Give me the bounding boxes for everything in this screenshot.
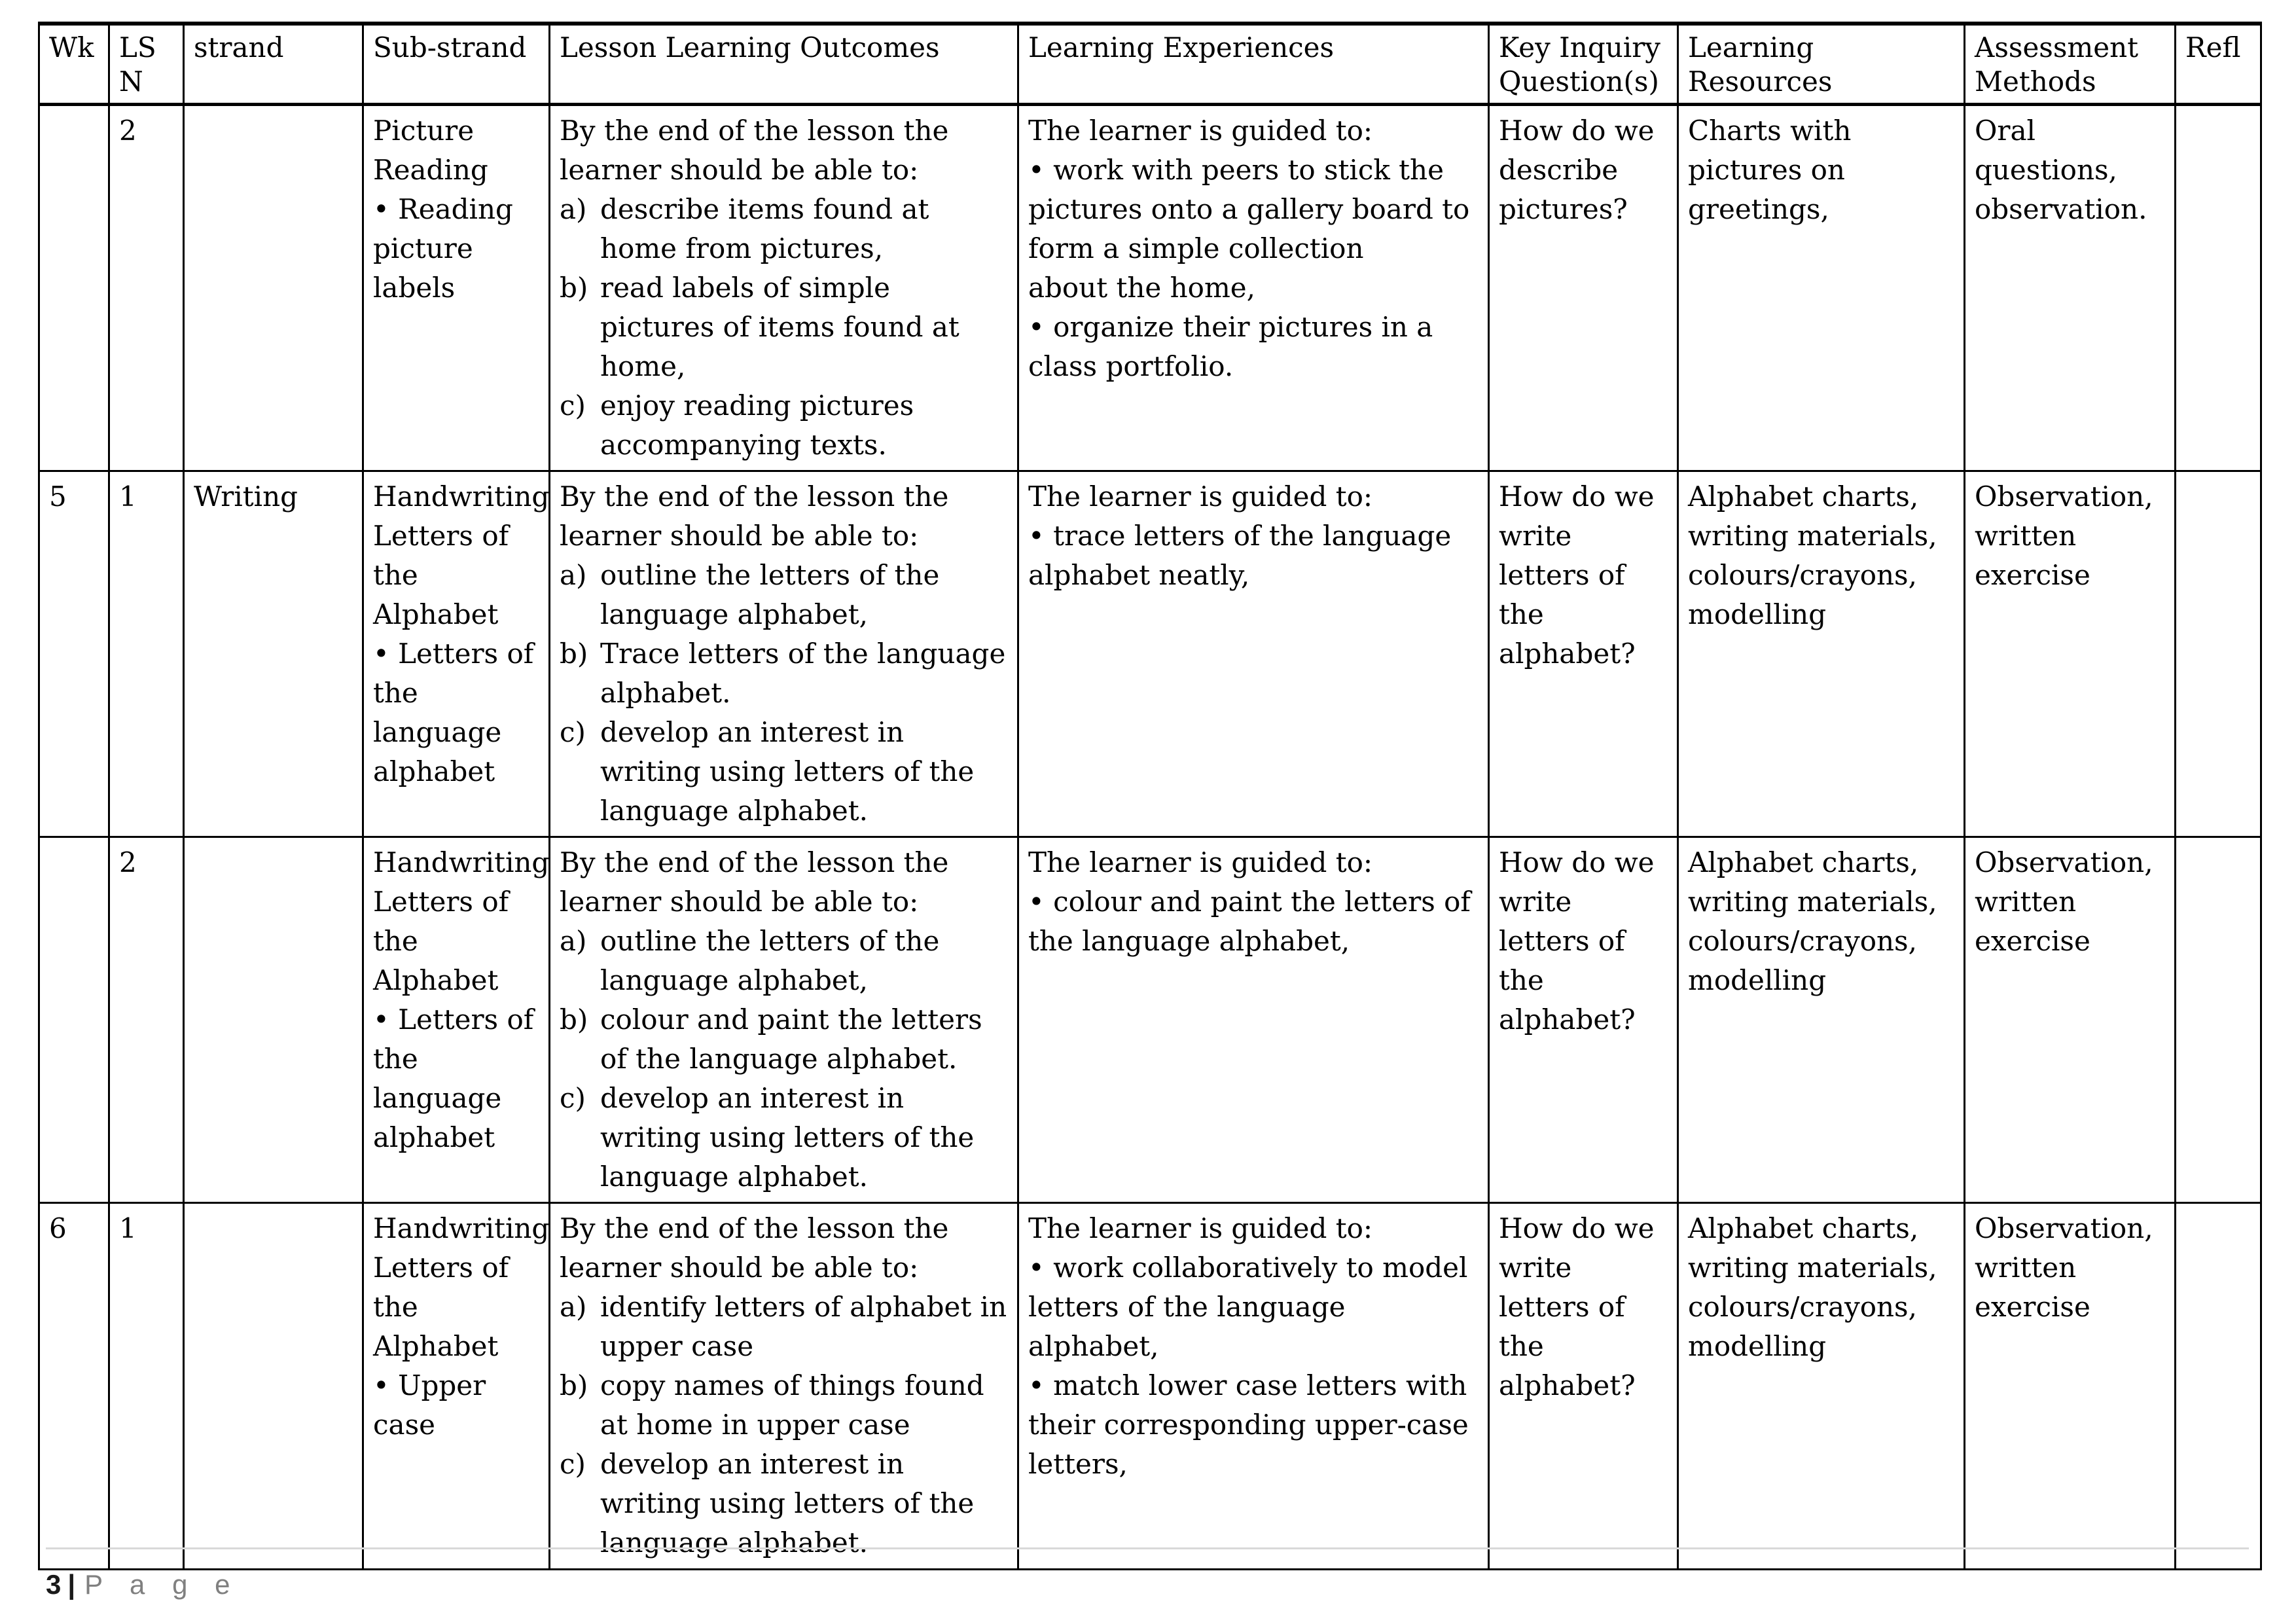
- cell-week: [39, 837, 109, 1203]
- cell-resources: Charts with pictures on greetings,: [1678, 105, 1965, 471]
- outcome-item-text: develop an interest in writing using letters of the language alphabet.: [600, 716, 975, 827]
- experience-line: • colour and paint the letters of the language alphabet,: [1028, 886, 1471, 957]
- col-header-key-inquiry: Key Inquiry Question(s): [1489, 24, 1678, 105]
- outcome-item-text: describe items found at home from pictures,: [600, 193, 929, 264]
- table-row: [39, 471, 2261, 837]
- outcome-item: [560, 556, 1008, 634]
- cell-resources: Alphabet charts, writing materials, colours/crayons, modelling: [1678, 471, 1965, 837]
- col-header-outcomes: Lesson Learning Outcomes: [550, 24, 1018, 105]
- cell-key-inquiry: How do we write letters of the alphabet?: [1489, 1203, 1678, 1570]
- outcome-item-label: b): [560, 1003, 588, 1036]
- outcomes-intro: By the end of the lesson the learner should be able to:: [560, 115, 949, 186]
- table-row: [39, 105, 2261, 471]
- col-header-lesson: LS N: [109, 24, 184, 105]
- cell-assessment: Observation, written exercise: [1965, 471, 2176, 837]
- outcome-item-text: Trace letters of the language alphabet.: [600, 638, 1006, 709]
- cell-lesson: 1: [109, 1203, 184, 1570]
- outcome-item: [560, 1000, 1008, 1079]
- outcome-item-label: c): [560, 1082, 586, 1114]
- experience-line: • trace letters of the language alphabet neatly,: [1028, 520, 1452, 591]
- cell-lesson: 1: [109, 471, 184, 837]
- outcome-item-text: read labels of simple pictures of items found at home,: [600, 272, 960, 382]
- cell-reflection: [2176, 837, 2261, 1203]
- col-header-sub-strand: Sub-strand: [363, 24, 550, 105]
- cell-week: 5: [39, 471, 109, 837]
- outcome-item-label: b): [560, 272, 588, 304]
- scheme-of-work-table: [38, 22, 2262, 1570]
- outcome-item-text: develop an interest in writing using letters of the language alphabet.: [600, 1082, 975, 1193]
- cell-week: 6: [39, 1203, 109, 1570]
- col-header-strand: strand: [184, 24, 363, 105]
- header-row: [39, 24, 2261, 105]
- cell-reflection: [2176, 1203, 2261, 1570]
- experience-line: about the home,: [1028, 272, 1255, 304]
- outcome-item-text: copy names of things found at home in upper case: [600, 1369, 984, 1441]
- cell-reflection: [2176, 471, 2261, 837]
- cell-experiences: [1018, 471, 1489, 837]
- cell-resources: Alphabet charts, writing materials, colours/crayons, modelling: [1678, 837, 1965, 1203]
- outcome-item-text: outline the letters of the language alphabet,: [600, 559, 940, 630]
- outcome-item: [560, 1079, 1008, 1197]
- cell-lesson: 2: [109, 837, 184, 1203]
- outcome-item-label: c): [560, 1448, 586, 1480]
- page-number: 3: [46, 1569, 62, 1600]
- col-header-assessment: Assessment Methods: [1965, 24, 2176, 105]
- col-header-experiences: Learning Experiences: [1018, 24, 1489, 105]
- sub-strand-line: Picture Reading: [373, 115, 488, 186]
- outcome-item: [560, 634, 1008, 713]
- outcome-item-label: b): [560, 1369, 588, 1401]
- outcome-item-label: c): [560, 389, 586, 422]
- footer-separator: |: [67, 1569, 76, 1600]
- outcomes-intro: By the end of the lesson the learner should be able to:: [560, 846, 949, 918]
- cell-strand: Writing: [184, 471, 363, 837]
- experience-line: • match lower case letters with their corresponding upper-case letters,: [1028, 1369, 1469, 1480]
- cell-sub-strand: [363, 105, 550, 471]
- outcome-item-label: b): [560, 638, 588, 670]
- page-footer: [46, 1547, 2249, 1600]
- experience-line: The learner is guided to:: [1028, 846, 1373, 878]
- outcome-item: [560, 386, 1008, 465]
- cell-key-inquiry: How do we write letters of the alphabet?: [1489, 837, 1678, 1203]
- cell-strand: [184, 1203, 363, 1570]
- cell-experiences: [1018, 837, 1489, 1203]
- outcome-item-text: identify letters of alphabet in upper case: [600, 1291, 1007, 1362]
- outcome-item-label: a): [560, 925, 587, 957]
- cell-strand: [184, 105, 363, 471]
- cell-assessment: Observation, written exercise: [1965, 837, 2176, 1203]
- col-header-reflection: Refl: [2176, 24, 2261, 105]
- cell-outcomes: [550, 837, 1018, 1203]
- cell-key-inquiry: How do we write letters of the alphabet?: [1489, 471, 1678, 837]
- outcome-item-text: outline the letters of the language alphabet,: [600, 925, 940, 996]
- outcome-item-label: c): [560, 716, 586, 748]
- sub-strand-line: • Letters of the language alphabet: [373, 1003, 534, 1153]
- experience-line: • organize their pictures in a class portfolio.: [1028, 311, 1433, 382]
- cell-reflection: [2176, 105, 2261, 471]
- cell-outcomes: [550, 105, 1018, 471]
- cell-strand: [184, 837, 363, 1203]
- outcome-item-text: enjoy reading pictures accompanying texts.: [600, 389, 914, 461]
- sub-strand-line: Handwriting Letters of the Alphabet: [373, 846, 550, 996]
- sub-strand-line: • Upper case: [373, 1369, 486, 1441]
- outcome-item-text: colour and paint the letters of the language alphabet.: [600, 1003, 982, 1075]
- cell-experiences: [1018, 1203, 1489, 1570]
- experience-line: The learner is guided to:: [1028, 1212, 1373, 1244]
- outcome-item: [560, 1288, 1008, 1366]
- outcome-item-label: a): [560, 1291, 587, 1323]
- experience-line: • work with peers to stick the pictures onto a gallery board to form a simple collection: [1028, 154, 1470, 264]
- cell-lesson: 2: [109, 105, 184, 471]
- sub-strand-line: Handwriting Letters of the Alphabet: [373, 1212, 550, 1362]
- outcomes-intro: By the end of the lesson the learner should be able to:: [560, 1212, 949, 1284]
- cell-outcomes: [550, 1203, 1018, 1570]
- cell-sub-strand: [363, 1203, 550, 1570]
- outcome-item-label: a): [560, 559, 587, 591]
- cell-experiences: [1018, 105, 1489, 471]
- sub-strand-line: Handwriting Letters of the Alphabet: [373, 480, 550, 630]
- outcome-item: [560, 922, 1008, 1000]
- experience-line: The learner is guided to:: [1028, 115, 1373, 147]
- outcome-item: [560, 190, 1008, 268]
- outcome-item: [560, 268, 1008, 386]
- cell-assessment: Oral questions, observation.: [1965, 105, 2176, 471]
- cell-sub-strand: [363, 837, 550, 1203]
- sub-strand-line: • Reading picture labels: [373, 193, 513, 304]
- col-header-week: Wk: [39, 24, 109, 105]
- outcome-item-text: develop an interest in writing using letters of the language alphabet.: [600, 1448, 975, 1559]
- sub-strand-line: • Letters of the language alphabet: [373, 638, 534, 787]
- table-row: [39, 1203, 2261, 1570]
- cell-outcomes: [550, 471, 1018, 837]
- cell-assessment: Observation, written exercise: [1965, 1203, 2176, 1570]
- table-row: [39, 837, 2261, 1203]
- experience-line: • work collaboratively to model letters of the language alphabet,: [1028, 1252, 1468, 1362]
- outcome-item-label: a): [560, 193, 587, 225]
- outcomes-intro: By the end of the lesson the learner should be able to:: [560, 480, 949, 552]
- outcome-item: [560, 713, 1008, 831]
- page-label: P a g e: [84, 1569, 240, 1600]
- experience-line: The learner is guided to:: [1028, 480, 1373, 513]
- cell-resources: Alphabet charts, writing materials, colours/crayons, modelling: [1678, 1203, 1965, 1570]
- cell-sub-strand: [363, 471, 550, 837]
- outcome-item: [560, 1445, 1008, 1562]
- cell-week: [39, 105, 109, 471]
- col-header-resources: Learning Resources: [1678, 24, 1965, 105]
- outcome-item: [560, 1366, 1008, 1445]
- cell-key-inquiry: How do we describe pictures?: [1489, 105, 1678, 471]
